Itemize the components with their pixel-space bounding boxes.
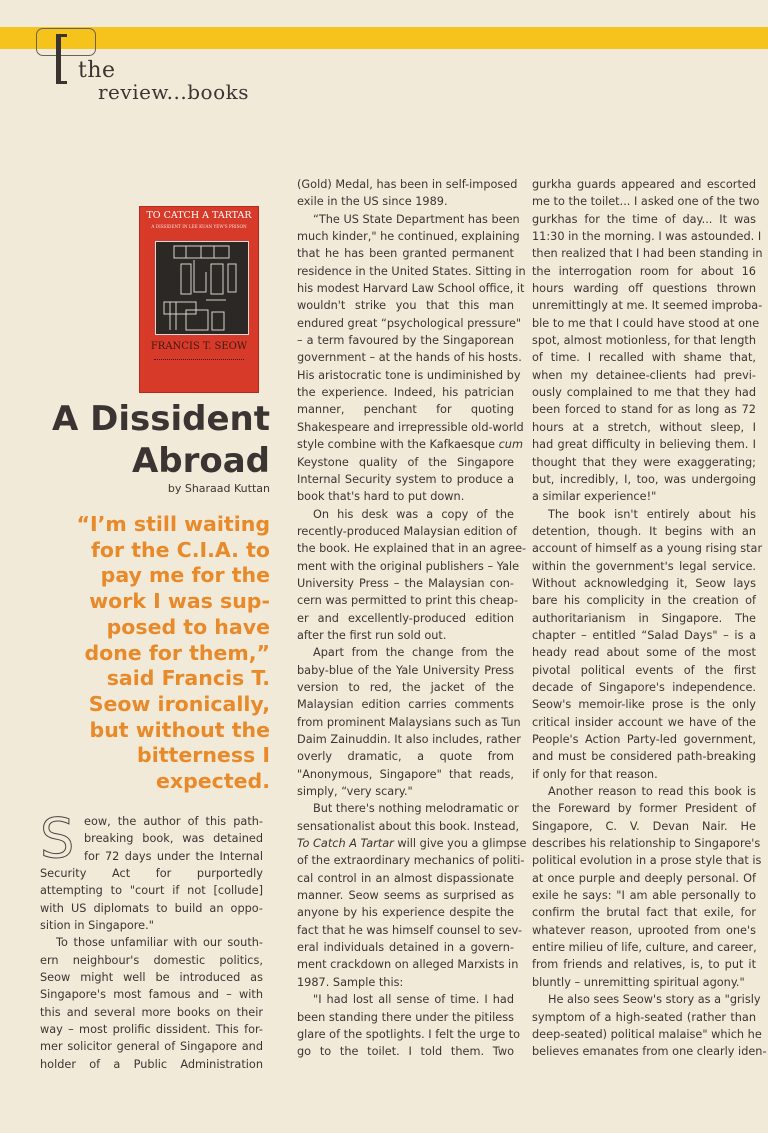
text-line: that he has been granted permanent: [297, 247, 514, 261]
text-line: decade of Singapore's independence.: [532, 680, 756, 694]
cover-subtitle: A DISSIDENT IN LEE KUAN YEW'S PRISON: [151, 224, 247, 229]
article-byline: by Sharaad Kuttan: [167, 482, 270, 495]
text-line: – a term favoured by the Singaporean: [297, 334, 514, 348]
text-line: the Foreward by former President of: [532, 802, 756, 816]
text-line: government – at the hands of his hosts.: [297, 351, 522, 365]
text-line: critical insider account we have of the: [532, 715, 756, 729]
cover-title: TO CATCH A TARTAR: [146, 210, 252, 221]
italic-text: To Catch A Tartar: [297, 837, 394, 851]
text-line: exile in the US since 1989.: [297, 195, 448, 209]
text-line: much kinder," he continued, explaining: [297, 230, 520, 244]
text-line: People's Action Party-led government,: [532, 733, 756, 746]
text-line: the experience. Indeed, his patrician: [297, 386, 514, 400]
text-line: hours at a stretch, without sleep, I: [532, 420, 756, 434]
text-line: at once purple and deeply personal. Of: [532, 871, 756, 885]
cover-author: FRANCIS T. SEOW: [150, 341, 248, 352]
text-line: manner, penchant for quoting: [297, 403, 514, 417]
cover-prison-floorplan: [155, 241, 249, 335]
text-line: cal control in an almost dispassionate: [297, 871, 514, 885]
text-line: glare of the spotlights. I felt the urge to: [297, 1027, 521, 1041]
pull-quote-line: said Francis T.: [106, 666, 270, 691]
text-line: heady read about some of the most: [532, 646, 756, 660]
pull-quote-line: but without the: [89, 717, 270, 742]
text-line: Internal Security system to produce a: [297, 472, 514, 486]
text-line: Apart from the change from the: [313, 646, 514, 660]
headline-line: Abroad: [131, 441, 270, 481]
headline-line: A Dissident: [51, 399, 270, 439]
text-line: [297, 436, 523, 453]
text-line: exile he says: "I am able personally to: [532, 889, 756, 903]
text-line: of the extraordinary mechanics of politi-: [297, 854, 525, 868]
text-line: But there's nothing melodramatic or: [313, 802, 519, 816]
text-line: "Anonymous, Singapore" that reads,: [297, 767, 514, 781]
text-line: Security Act for purportedly: [40, 867, 263, 881]
text-line: gurkha guards appeared and escorted: [532, 178, 756, 191]
text-line: 1987. Sample this:: [297, 975, 404, 989]
text-line: eow, the author of this path-: [84, 815, 263, 828]
text-line: To those unfamiliar with our south-: [56, 936, 263, 950]
pull-quote-line: for the C.I.A. to: [91, 537, 270, 562]
text-line: sensationalist about this book. Instead,: [297, 819, 520, 833]
text-line: holder of a Public Administration: [40, 1057, 263, 1071]
text-line: fact that he was himself counsel to sev-: [297, 923, 523, 937]
text-line: baby-blue of the Yale University Press: [297, 663, 514, 677]
text-line: Daim Zainuddin. It also includes, rather: [297, 733, 521, 746]
text-line: ble to me that I could have stood at one: [532, 316, 760, 330]
pull-quote-line: Seow ironically,: [88, 691, 270, 716]
text-line: sition in Singapore.": [40, 919, 154, 933]
article-column-2: [297, 176, 527, 1061]
text-line: political evolution in a prose style that is: [532, 854, 762, 868]
pull-quote: [77, 512, 271, 795]
text-line: eral individuals detained in a govern-: [297, 941, 514, 955]
text-line: detention, though. It begins with an: [532, 524, 756, 538]
text-line: "I had lost all sense of time. I had: [313, 993, 514, 1007]
text-line: University Press – the Malaysian con-: [297, 576, 514, 590]
text-line: the book. He explained that in an agree-: [297, 542, 527, 556]
text-line: account of himself as a young rising star: [532, 542, 763, 556]
text-line: thought that they were exaggerating;: [532, 455, 756, 469]
text-line: anyone by his experience despite the: [297, 906, 514, 920]
text-line: whatever reason, uprooted from one's: [532, 923, 756, 937]
pull-quote-line: bitterness I: [137, 743, 270, 768]
text-line: confirm the brutal fact that exile, for: [532, 906, 756, 920]
text-line: gurkhas for the time of day... It was: [532, 212, 756, 226]
pull-quote-line: done for them,”: [84, 640, 270, 665]
text-line: cern was permitted to print this cheap-: [297, 594, 519, 608]
text-line: bluntly – unremitting spiritual agony.": [532, 975, 745, 989]
text-line: bare his complicity in the creation of: [532, 594, 756, 608]
text-line: his modest Harvard Law School office, it: [297, 282, 525, 296]
text-line: overly dramatic, a quote from: [297, 750, 514, 764]
text-line: ment crackdown on alleged Marxists in: [297, 958, 519, 972]
text-line: entire milieu of life, culture, and career,: [532, 941, 757, 955]
text-line: spot, almost motionless, for that length: [532, 334, 756, 348]
text-line: er and excellently-produced edition: [297, 611, 514, 625]
text-line: [297, 835, 527, 852]
text-line: deep-seated) political malaise" which he: [532, 1027, 762, 1041]
pull-quote-line: expected.: [155, 769, 270, 794]
text-segment: style combine with the Kafkaesque: [297, 438, 499, 452]
italic-text: cum: [498, 438, 523, 452]
bracket-icon: [56, 34, 67, 84]
text-line: when my detainee-clients had previ-: [532, 368, 756, 382]
text-line: Singapore, C. V. Devan Nair. He: [532, 819, 756, 833]
text-line: of time. I recalled with shame that,: [532, 351, 756, 365]
text-line: (Gold) Medal, has been in self-imposed: [297, 178, 518, 191]
text-line: Seow might well be introduced as: [40, 971, 263, 985]
text-line: from friends and relatives, is, to put it: [532, 958, 756, 972]
text-line: Shakespeare and irrepressible old-world: [297, 420, 524, 434]
book-cover-image: [140, 207, 258, 392]
text-line: breaking book, was detained: [84, 832, 263, 846]
text-line: symptom of a high-seated (rather than: [532, 1010, 756, 1024]
text-line: for 72 days under the Internal: [84, 849, 263, 863]
text-line: Keystone quality of the Singapore: [297, 455, 514, 469]
text-line: the interrogation room for about 16: [532, 264, 756, 278]
pull-quote-line: posed to have: [106, 614, 270, 639]
text-line: book that's hard to put down.: [297, 490, 465, 504]
text-line: hours warding off questions thrown: [532, 282, 756, 296]
text-line: manner. Seow seems as surprised as: [297, 889, 514, 903]
text-line: pivotal political events of the first: [532, 663, 756, 677]
text-line: authoritarianism in Singapore. The: [532, 611, 756, 625]
text-line: The book isn't entirely about his: [548, 507, 756, 521]
text-line: from prominent Malaysians such as Tun: [297, 715, 521, 729]
drop-cap: S: [40, 807, 75, 870]
article-headline: [52, 398, 270, 482]
text-line: and must be considered path-breaking: [532, 750, 756, 764]
article-column-3: [532, 176, 767, 1061]
text-line: He also sees Seow's story as a "grisly: [548, 993, 761, 1007]
text-segment: will give you a glimpse: [393, 837, 527, 851]
text-line: with US diplomats to build an oppo-: [40, 901, 263, 915]
text-line: describes his relationship to Singapore's: [532, 837, 761, 851]
text-line: version to red, the jacket of the: [297, 680, 514, 694]
text-line: recently-produced Malaysian edition of: [297, 524, 518, 538]
text-line: endured great “psychological pressure": [297, 316, 522, 330]
text-line: Without acknowledging it, Seow lays: [532, 576, 756, 590]
text-line: if only for that reason.: [532, 767, 658, 781]
text-line: “The US State Department has been: [313, 212, 520, 226]
text-line: a similar experience!": [532, 490, 657, 504]
pull-quote-line: work I was sup-: [89, 589, 270, 614]
pull-quote-line: “I’m still waiting: [76, 512, 270, 536]
text-line: His aristocratic tone is undiminished by: [297, 368, 521, 382]
header-color-band: [0, 27, 768, 49]
text-line: go to the toilet. I told them. Two: [297, 1045, 514, 1059]
text-line: Another reason to read this book is: [548, 785, 756, 799]
text-line: but, incredibly, I, too, was undergoing: [532, 472, 756, 486]
text-line: way – most prolific dissident. This for-: [40, 1023, 263, 1037]
text-line: Seow's memoir-like prose is the only: [532, 698, 756, 712]
text-line: within the government's legal service.: [532, 559, 756, 573]
text-line: been standing there under the pitiless: [297, 1010, 514, 1024]
text-line: had great difficulty in believing them. I: [532, 438, 756, 452]
section-kicker-review-books: review...books: [98, 80, 250, 104]
text-line: unremittingly at me. It seemed improba-: [532, 299, 763, 313]
text-line: residence in the United States. Sitting in: [297, 264, 526, 278]
text-line: On his desk was a copy of the: [313, 507, 514, 521]
text-line: ously complained to me that they had: [532, 386, 756, 400]
text-line: simply, “very scary.": [297, 785, 413, 799]
section-kicker-the: the: [78, 58, 116, 83]
text-line: me to the toilet... I asked one of the two: [532, 195, 760, 209]
text-line: attempting to "court if not [collude]: [40, 884, 263, 898]
text-line: wouldn't strike you that this man: [297, 299, 514, 313]
cover-tagline-rule: [154, 359, 244, 362]
text-line: 11:30 in the morning. I was astounded. I: [532, 230, 762, 244]
text-line: Malaysian edition carries comments: [297, 698, 514, 712]
text-line: chapter – entitled “Salad Days" – is a: [532, 628, 756, 642]
article-column-1: [40, 807, 263, 1073]
text-line: believes emanates from one clearly iden-: [532, 1045, 767, 1059]
text-line: after the first run sold out.: [297, 628, 447, 642]
text-line: Singapore's most famous and – with: [40, 988, 263, 1002]
text-line: this and several more books on their: [40, 1005, 263, 1019]
text-line: ment with the original publishers – Yale: [297, 559, 520, 573]
text-line: then realized that I had been standing in: [532, 247, 763, 261]
pull-quote-line: pay me for the: [100, 563, 270, 588]
text-line: mer solicitor general of Singapore and: [40, 1040, 263, 1054]
text-line: ern neighbour's domestic politics,: [40, 953, 263, 967]
text-line: been forced to stand for as long as 72: [532, 403, 756, 417]
